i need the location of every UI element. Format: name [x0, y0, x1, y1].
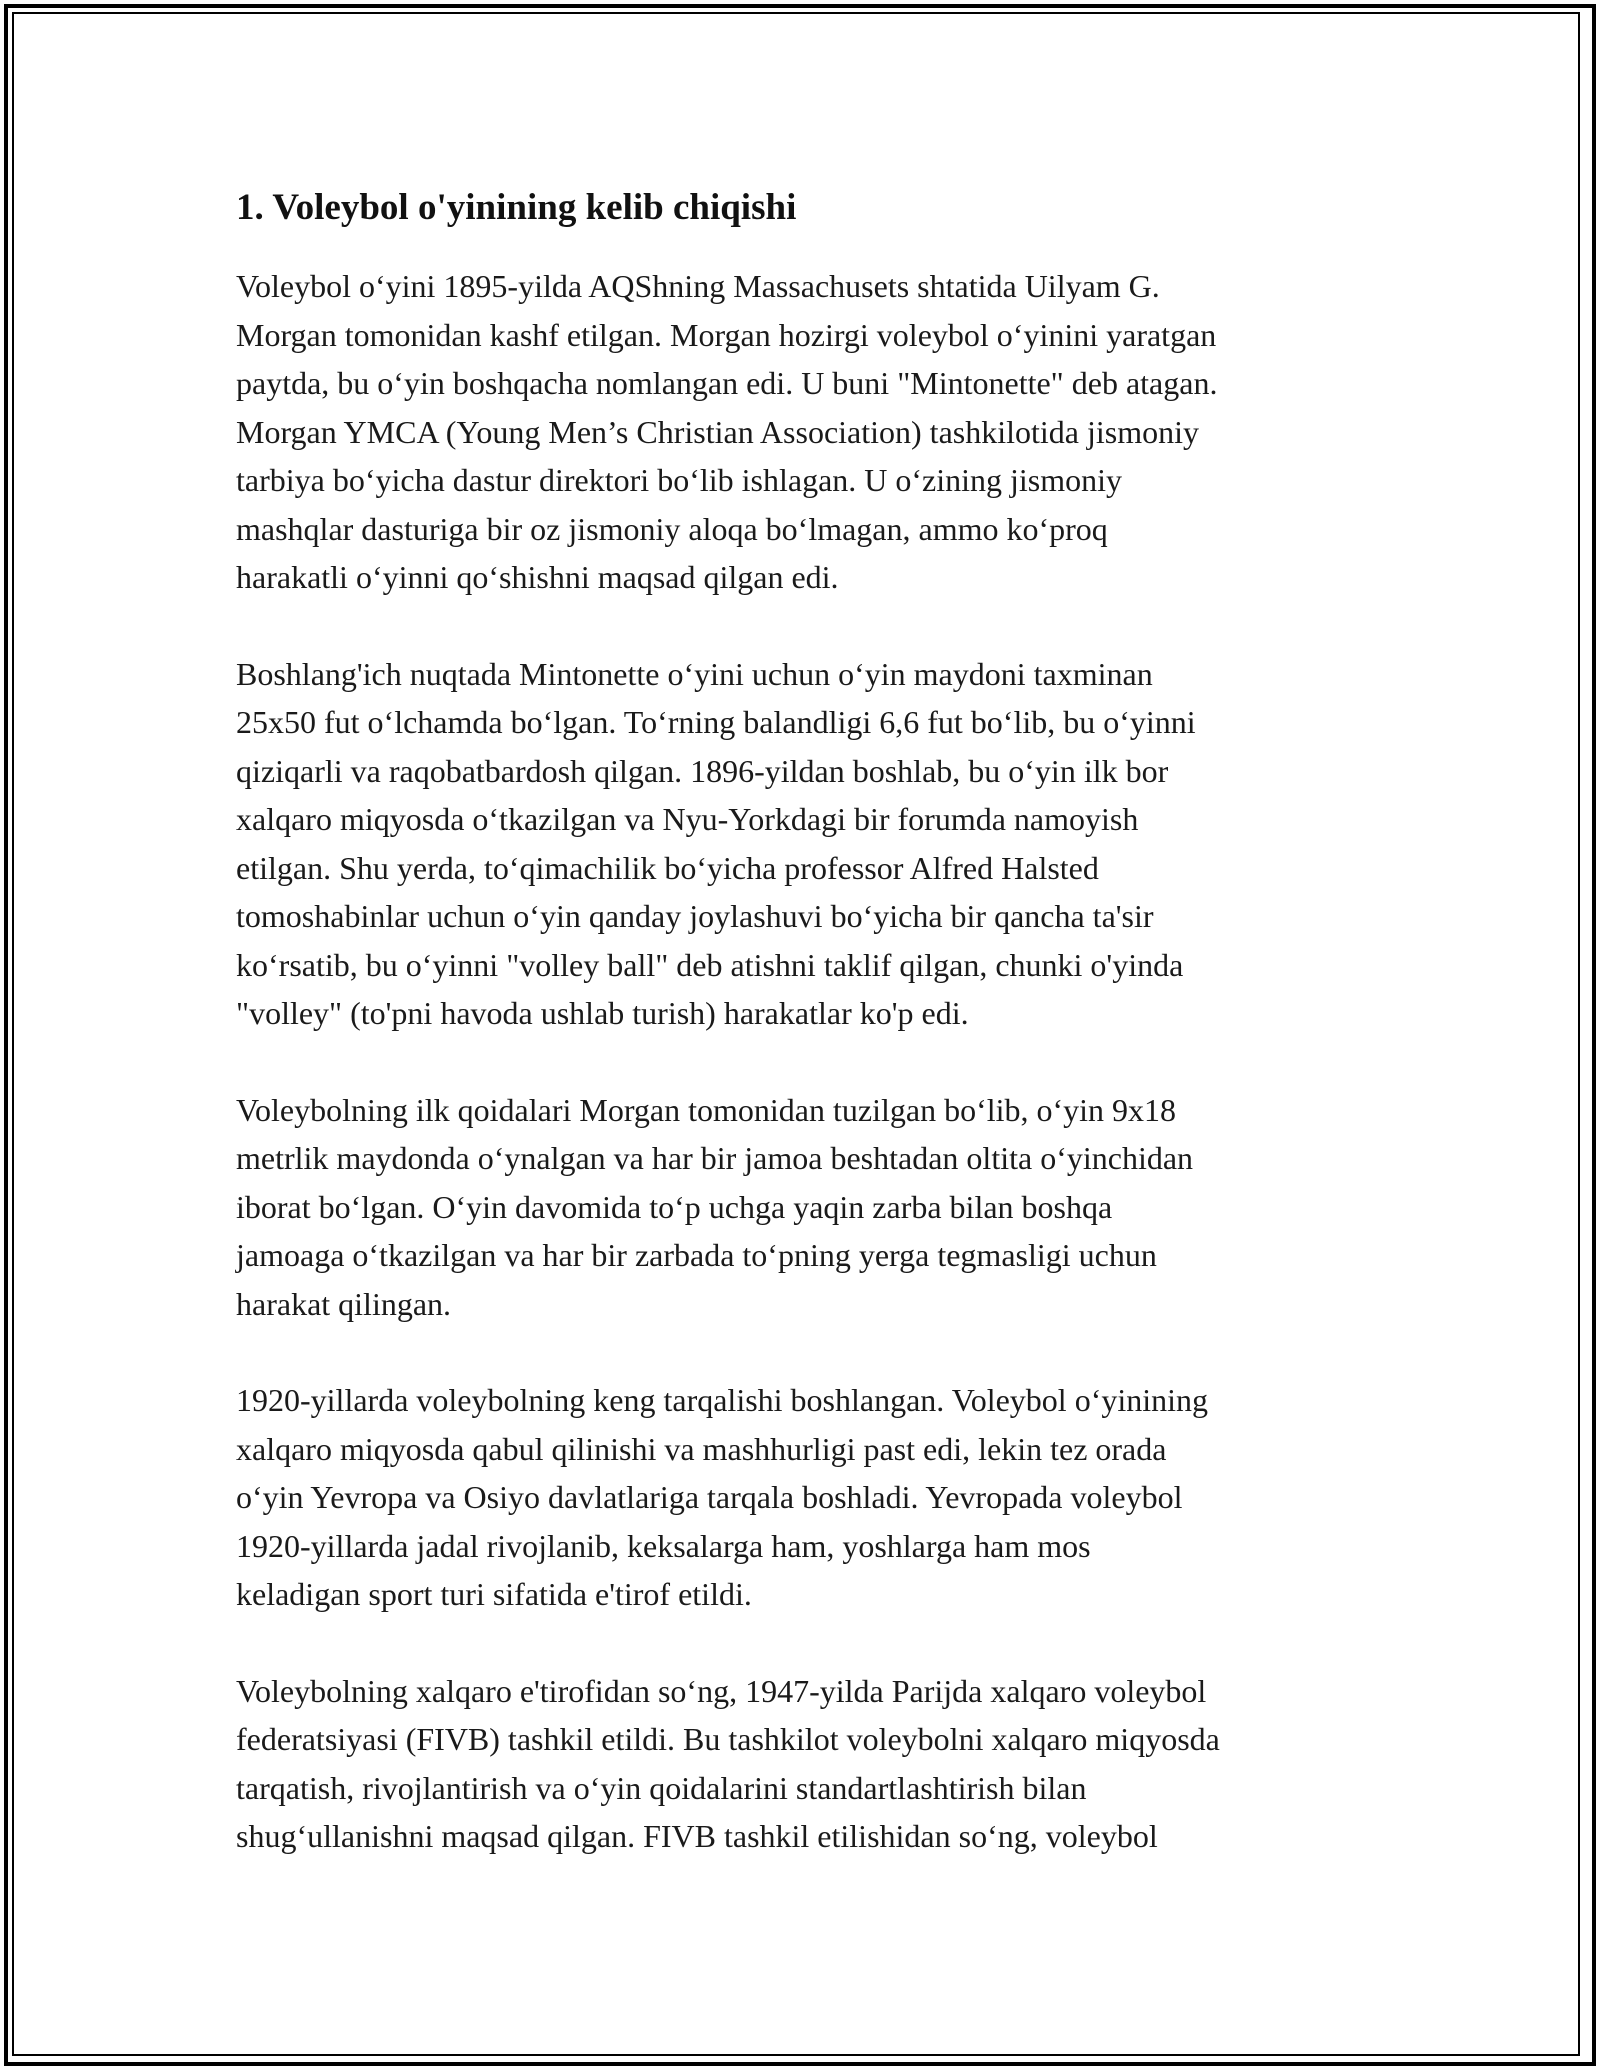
paragraph-3: Voleybolning ilk qoidalari Morgan tomonidan tuzilgan bo‘lib, o‘yin 9x18 metrlik maydonda o‘ynalgan va har bir jamoa beshtadan oltita o‘yinchidan iborat bo‘lgan. O‘yin davomida to‘p uchga yaqin zarba bilan boshqa jamoaga o‘tkazilgan va har bir zarbada to‘pning yerga tegmasligi uchun harakat qilingan.	[236, 1091, 1194, 1322]
document-body	[236, 186, 1376, 1909]
paragraph-4: 1920-yillarda voleybolning keng tarqalishi boshlangan. Voleybol o‘yinining xalqaro miqyosda qabul qilinishi va mashhurligi past edi, lekin tez orada o‘yin Yevropa va Osiyo davlatlariga tarqala boshladi. Yevropada voleybol 1920-yillarda jadal rivojlanib, keksalarga ham, yoshlarga ham mos keladigan sport turi sifatida e'tirof etildi.	[236, 1382, 1209, 1612]
paragraph-1: Voleybol o‘yini 1895-yilda AQShning Massachusets shtatida Uilyam G. Morgan tomonidan kashf etilgan. Morgan hozirgi voleybol o‘yinini yaratgan paytda, bu o‘yin boshqacha nomlangan edi. U buni "Mintonette" deb atagan. Morgan YMCA (Young Men’s Christian Association) tashkilotida jismoniy tarbiya bo‘yicha dastur direktori bo‘lib ishlagan. U o‘zining jismoniy mashqlar dasturiga bir oz jismoniy aloqa bo‘lmagan, ammo ko‘proq harakatli o‘yinni qo‘shishni maqsad qilgan edi.	[236, 268, 1218, 595]
paragraph-2: Boshlang'ich nuqtada Mintonette o‘yini uchun o‘yin maydoni taxminan 25x50 fut o‘lchamda bo‘lgan. To‘rning balandligi 6,6 fut bo‘lib, bu o‘yinni qiziqarli va raqobatbardosh qilgan. 1896-yildan boshlab, bu o‘yin ilk bor xalqaro miqyosda o‘tkazilgan va Nyu-Yorkdagi bir forumda namoyish etilgan. Shu yerda, to‘qimachilik bo‘yicha professor Alfred Halsted tomoshabinlar uchun o‘yin qanday joylashuvi bo‘yicha bir qancha ta'sir ko‘rsatib, bu o‘yinni "volley ball" deb atishni taklif qilgan, chunki o'yinda "volley" (to'pni havoda ushlab turish) harakatlar ko'p edi.	[236, 655, 1196, 1031]
section-heading: 1. Voleybol o'yinining kelib chiqishi	[236, 187, 797, 228]
paragraph-5: Voleybolning xalqaro e'tirofidan so‘ng, 1947-yilda Parijda xalqaro voleybol federatsiyasi (FIVB) tashkil etildi. Bu tashkilot voleybolni xalqaro miqyosda tarqatish, rivojlantirish va o‘yin qoidalarini standartlashtirish bilan shug‘ullanishni maqsad qilgan. FIVB tashkil etilishidan so‘ng, voleybol	[236, 1672, 1220, 1854]
